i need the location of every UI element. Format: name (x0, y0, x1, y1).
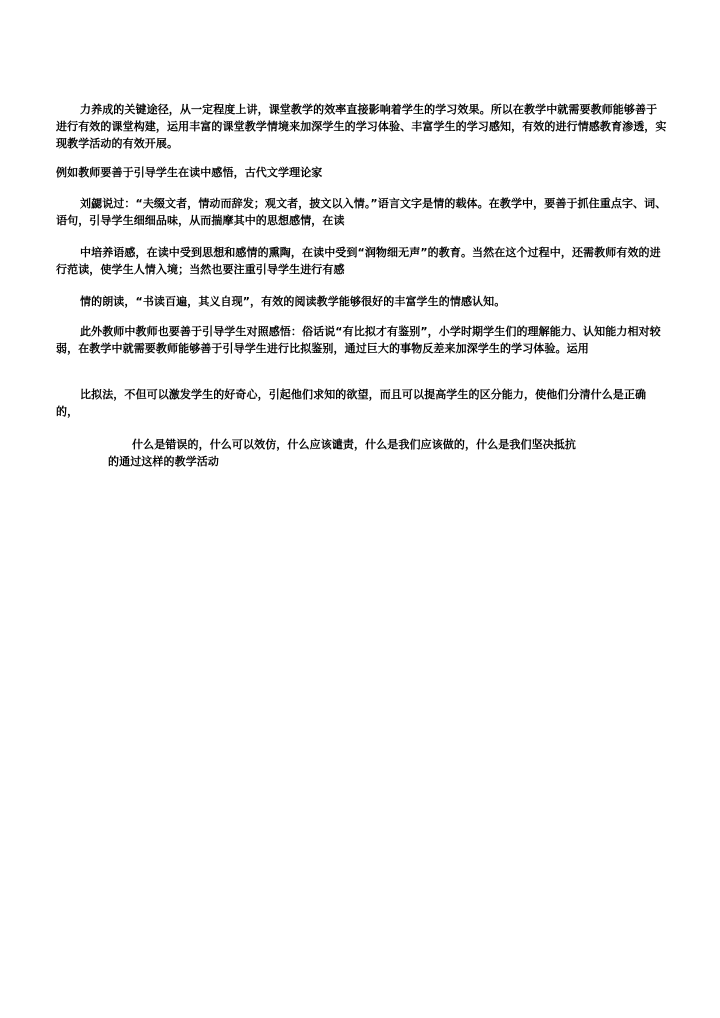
paragraph-7: 比拟法，不但可以激发学生的好奇心，引起他们求知的欲望，而且可以提高学生的区分能力，使他们分清什么是正确的， (56, 388, 647, 418)
paragraph-6: 此外教师中教师也要善于引导学生对照感悟：俗话说“有比拟才有鉴别”，小学时期学生们的理解能力、认知能力相对较弱，在教学中就需要教师能够善于引导学生进行比拟鉴别，通过巨大的事物反差来加深学生的学习体验。运用 (56, 325, 661, 355)
paragraph-5: 情的朗读，“书读百遍，其义自现”，有效的阅读教学能够很好的丰富学生的情感认知。 (80, 295, 506, 308)
paragraph-8: 什么是错误的，什么可以效仿，什么应该谴责，什么是我们应该做的，什么是我们坚决抵抗的通过这样的教学活动 (108, 438, 576, 468)
paragraph-2: 例如教师要善于引导学生在读中感悟，古代文学理论家 (56, 166, 323, 179)
paragraph-3: 刘勰说过：“夫缀文者，情动而辞发；观文者，披文以入情。”语言文字是情的载体。在教学中，要善于抓住重点字、词、语句，引导学生细细品味，从而揣摩其中的思想感情，在读 (56, 197, 667, 227)
paragraph-1: 力养成的关键途径，从一定程度上讲，课堂教学的效率直接影响着学生的学习效果。所以在教学中就需要教师能够善于进行有效的课堂构建，运用丰富的课堂教学情境来加深学生的学习体验、丰富学生的学习感知，有效的进行情感教育渗透，实现教学活动的有效开展。 (56, 103, 667, 150)
paragraph-4: 中培养语感，在读中受到思想和感情的熏陶，在读中受到“润物细无声”的教育。当然在这个过程中，还需教师有效的进行范读，使学生人情入境；当然也要注重引导学生进行有感 (56, 246, 661, 276)
